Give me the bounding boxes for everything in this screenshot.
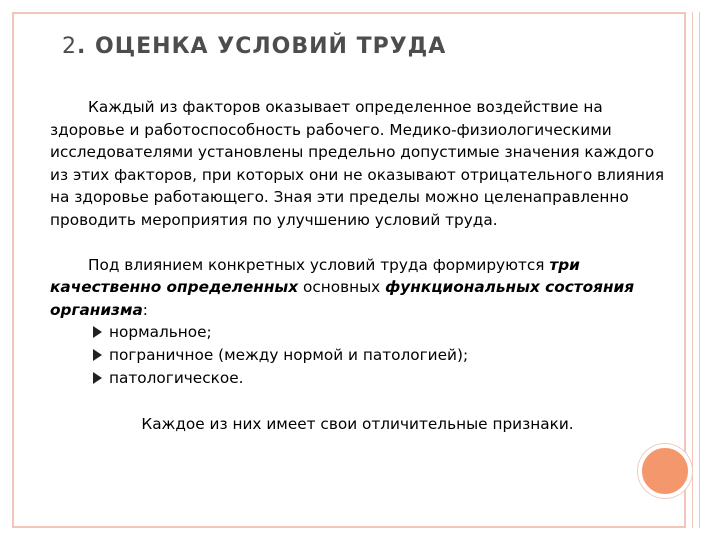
- paragraph-1: Каждый из факторов оказывает определенное воздействие на здоровье и работоспособность рабочего. Медико-физиологическими исследователями установлены предельно допустимые значения каждого из этих факторов, при которых они не оказывают отрицательного влияния на здоровье работающего. Зная эти пределы можно целенаправленно проводить мероприятия по улучшению условий труда.: [50, 98, 665, 229]
- bullet-list: [50, 321, 675, 389]
- paragraph-2-part2: основных: [298, 278, 386, 297]
- paragraph-2-part3: :: [142, 300, 148, 319]
- list-item: [93, 367, 675, 390]
- paragraph-2-emph2: функциональных состояния организма: [50, 278, 635, 319]
- list-item: [93, 344, 675, 367]
- spacer: [50, 232, 675, 254]
- paragraph-2: [50, 254, 675, 322]
- title-number: 2: [62, 34, 77, 59]
- arrow-right-icon: [93, 372, 102, 384]
- slide-side-strip: [684, 12, 708, 528]
- bullet-text: пограничное (между нормой и патологией);: [109, 345, 469, 364]
- title-text: . ОЦЕНКА УСЛОВИЙ ТРУДА: [77, 34, 447, 59]
- closing-text: Каждое из них имеет свои отличительные признаки.: [141, 415, 574, 434]
- arrow-right-icon: [93, 326, 102, 338]
- circle-decoration: [638, 444, 692, 498]
- list-item: [93, 321, 675, 344]
- paragraph-2-emph1: три качественно определенных: [50, 255, 580, 297]
- slide-title: [62, 34, 446, 59]
- paragraph-2-part1: Под влиянием конкретных условий труда формируются: [88, 255, 550, 274]
- bullet-text: патологическое.: [109, 368, 244, 387]
- slide-content: [50, 96, 675, 436]
- arrow-right-icon: [93, 349, 102, 361]
- bullet-text: нормальное;: [109, 323, 212, 342]
